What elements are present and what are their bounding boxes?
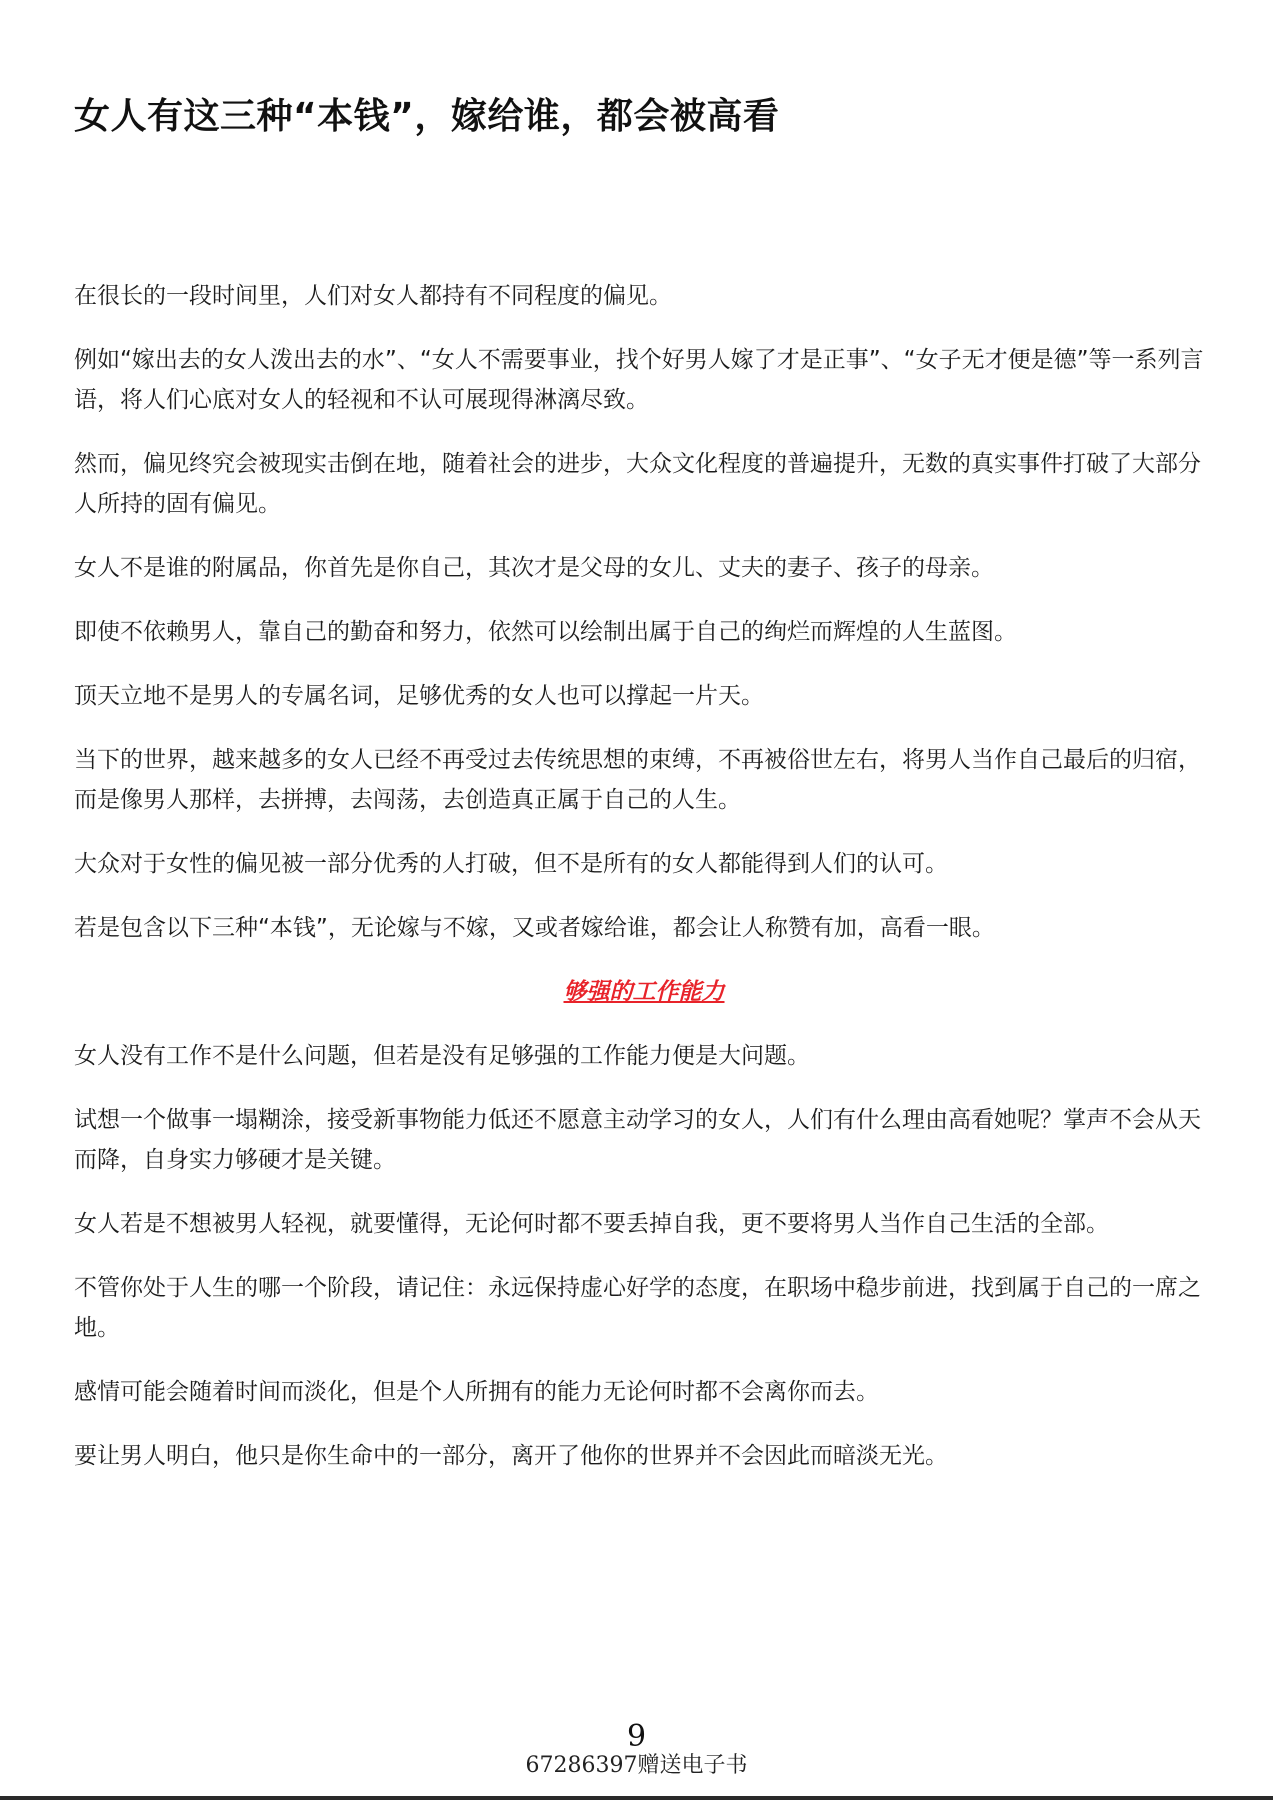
paragraph: 试想一个做事一塌糊涂，接受新事物能力低还不愿意主动学习的女人，人们有什么理由高看她呢？掌声不会从天而降，自身实力够硬才是关键。 xyxy=(74,1107,1201,1173)
paragraph: 大众对于女性的偏见被一部分优秀的人打破，但不是所有的女人都能得到人们的认可。 xyxy=(74,851,948,877)
paragraph: 要让男人明白，他只是你生命中的一部分，离开了他你的世界并不会因此而暗淡无光。 xyxy=(74,1443,948,1469)
paragraph: 女人没有工作不是什么问题，但若是没有足够强的工作能力便是大问题。 xyxy=(74,1043,810,1069)
paragraph: 不管你处于人生的哪一个阶段，请记住：永远保持虚心好学的态度，在职场中稳步前进，找到属于自己的一席之地。 xyxy=(74,1275,1201,1341)
paragraph: 当下的世界，越来越多的女人已经不再受过去传统思想的束缚，不再被俗世左右，将男人当作自己最后的归宿，而是像男人那样，去拼搏，去闯荡，去创造真正属于自己的人生。 xyxy=(74,747,1201,813)
paragraph: 女人不是谁的附属品，你首先是你自己，其次才是父母的女儿、丈夫的妻子、孩子的母亲。 xyxy=(74,555,994,581)
paragraph: 女人若是不想被男人轻视，就要懂得，无论何时都不要丢掉自我，更不要将男人当作自己生活的全部。 xyxy=(74,1211,1109,1237)
bottom-divider xyxy=(0,1796,1273,1800)
paragraph: 感情可能会随着时间而淡化，但是个人所拥有的能力无论何时都不会离你而去。 xyxy=(74,1379,879,1405)
section-heading: 够强的工作能力 xyxy=(563,979,725,1005)
paragraph: 顶天立地不是男人的专属名词，足够优秀的女人也可以撑起一片天。 xyxy=(74,683,764,709)
article-title: 女人有这三种“本钱”，嫁给谁，都会被高看 xyxy=(74,96,780,137)
page-number: 9 xyxy=(626,1719,647,1754)
paragraph: 例如“嫁出去的女人泼出去的水”、“女人不需要事业，找个好男人嫁了才是正事”、“女子无才便是德”等一系列言语，将人们心底对女人的轻视和不认可展现得淋漓尽致。 xyxy=(74,347,1204,413)
paragraph: 然而，偏见终究会被现实击倒在地，随着社会的进步，大众文化程度的普遍提升，无数的真实事件打破了大部分人所持的固有偏见。 xyxy=(74,451,1201,517)
paragraph: 在很长的一段时间里，人们对女人都持有不同程度的偏见。 xyxy=(74,283,672,309)
footer-text: 67286397赠送电子书 xyxy=(525,1753,748,1778)
article-body xyxy=(74,276,1214,1500)
paragraph: 若是包含以下三种“本钱”，无论嫁与不嫁，又或者嫁给谁，都会让人称赞有加，高看一眼。 xyxy=(74,915,995,941)
paragraph: 即使不依赖男人，靠自己的勤奋和努力，依然可以绘制出属于自己的绚烂而辉煌的人生蓝图。 xyxy=(74,619,1017,645)
